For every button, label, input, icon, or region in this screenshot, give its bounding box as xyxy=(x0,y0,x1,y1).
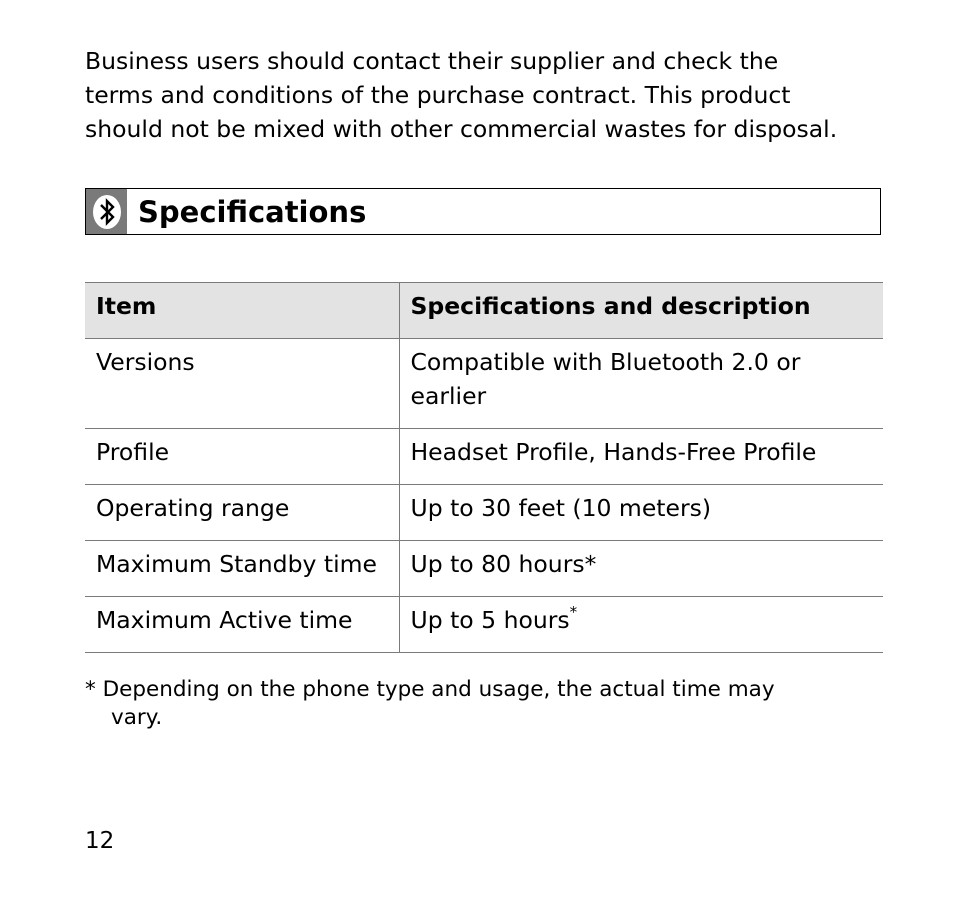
table-row xyxy=(85,339,883,429)
specifications-table xyxy=(85,282,883,653)
description-cell xyxy=(399,597,883,653)
description-cell: Headset Profile, Hands-Free Profile xyxy=(399,429,883,485)
table-header-row xyxy=(85,283,883,339)
intro-line: should not be mixed with other commercial wastes for disposal. xyxy=(85,115,838,143)
section-heading xyxy=(85,188,881,235)
item-cell: Maximum Standby time xyxy=(85,541,399,597)
item-cell: Maximum Active time xyxy=(85,597,399,653)
footnote xyxy=(85,676,885,732)
description-cell: Compatible with Bluetooth 2.0 or earlier xyxy=(399,339,883,429)
intro-line: Business users should contact their supplier and check the xyxy=(85,47,779,75)
intro-line: terms and conditions of the purchase contract. This product xyxy=(85,81,791,109)
description-cell: Up to 30 feet (10 meters) xyxy=(399,485,883,541)
description-cell: Up to 80 hours* xyxy=(399,541,883,597)
page-number: 12 xyxy=(85,828,115,854)
item-cell: Operating range xyxy=(85,485,399,541)
intro-paragraph xyxy=(85,44,895,146)
footnote-line: * Depending on the phone type and usage, the actual time may xyxy=(85,677,775,702)
column-header-item: Item xyxy=(85,283,399,339)
table-row xyxy=(85,541,883,597)
item-cell: Versions xyxy=(85,339,399,429)
section-title: Specifications xyxy=(138,195,367,229)
table-row xyxy=(85,485,883,541)
table-row xyxy=(85,429,883,485)
description-text: Up to 5 hours xyxy=(410,606,570,634)
bluetooth-icon xyxy=(86,189,127,234)
table-row xyxy=(85,597,883,653)
item-cell: Profile xyxy=(85,429,399,485)
footnote-marker: * xyxy=(569,603,578,621)
footnote-line: vary. xyxy=(111,705,163,730)
column-header-description: Specifications and description xyxy=(399,283,883,339)
